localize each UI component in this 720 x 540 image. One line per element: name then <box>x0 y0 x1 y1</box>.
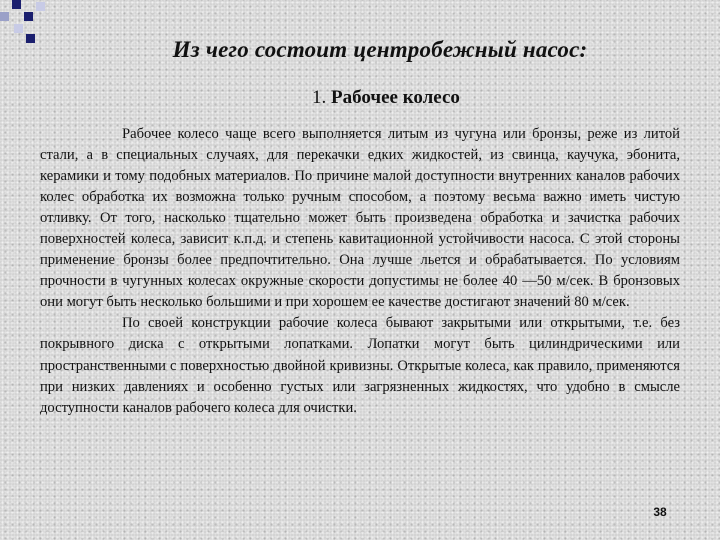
corner-square <box>14 24 23 33</box>
slide-title: Из чего состоит центробежный насос: <box>172 37 588 62</box>
paragraph-impeller-construction: По своей конструкции рабочие колеса бывают закрытыми или открытыми, т.е. без покрывного диска с открытыми лопатками. Лопатки могут быть цилиндрическими или пространственными с поверхностью двойной кривизны. Открытые колеса, как правило, применяются при низких давлениях и особенно густых или загрязненных жидкостях, что удобно в смысле доступности каналов рабочего колеса для очистки. <box>40 315 680 416</box>
corner-square <box>0 12 9 21</box>
section-title: Рабочее колесо <box>331 87 460 108</box>
body-text <box>40 124 680 419</box>
corner-square <box>24 12 33 21</box>
corner-square <box>12 0 21 9</box>
section-heading <box>312 87 460 109</box>
section-number: 1. <box>312 87 327 108</box>
page-number: 38 <box>653 505 667 519</box>
corner-square <box>26 34 35 43</box>
corner-square <box>36 2 45 11</box>
paragraph-impeller-materials: Рабочее колесо чаще всего выполняется литым из чугуна или бронзы, реже из литой стали, а в специальных случаях, для перекачки едких жидкостей, из свинца, каучука, эбонита, керамики и тому подобных материалов. По причине малой доступности внутренних каналов рабочих колес обработка их возможна только ручным способом, а поэтому весьма важно иметь чистую отливку. От того, насколько тщательно может быть произведена обработка и зачистка рабочих поверхностей колеса, зависит к.п.д. и степень кавитационной устойчивости насоса. С этой стороны применение бронзы более предпочтительно. Она лучше льется и обрабатывается. По условиям прочности в чугунных колесах окружные скорости допустимы не более 40 —50 м/сек. В бронзовых они могут быть несколько большими и при хорошем ее качестве достигают значений 80 м/сек. <box>40 126 680 311</box>
decorative-corner-squares <box>0 0 60 44</box>
